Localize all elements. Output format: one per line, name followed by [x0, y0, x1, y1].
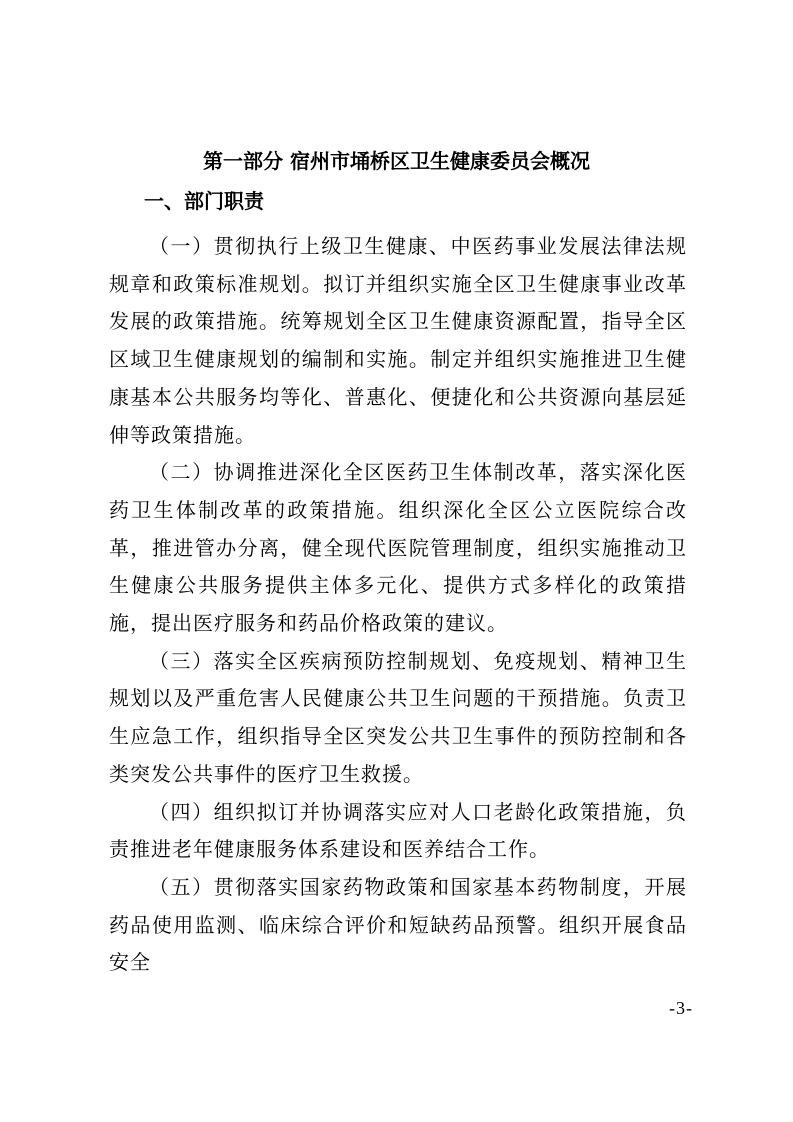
paragraph-2: （二）协调推进深化全区医药卫生体制改革，落实深化医药卫生体制改革的政策措施。组织深化全区公立医院综合改革，推进管办分离，健全现代医院管理制度，组织实施推动卫生健康公共服务提供主体多元化、提供方式多样化的政策措施，提出医疗服务和药品价格政策的建议。 — [109, 460, 687, 636]
paragraph-4: （四）组织拟订并协调落实应对人口老龄化政策措施，负责推进老年健康服务体系建设和医养结合工作。 — [109, 799, 687, 862]
paragraph-1: （一）贯彻执行上级卫生健康、中医药事业发展法律法规规章和政策标准规划。拟订并组织实施全区卫生健康事业改革发展的政策措施。统筹规划全区卫生健康资源配置，指导全区区域卫生健康规划的编制和实施。制定并组织实施推进卫生健康基本公共服务均等化、普惠化、便捷化和公共资源向基层延伸等政策措施。 — [109, 234, 687, 447]
part-title: 第一部分 宿州市埇桥区卫生健康委员会概况 — [203, 149, 590, 173]
body-text — [109, 228, 687, 982]
paragraph-3: （三）落实全区疾病预防控制规划、免疫规划、精神卫生规划以及严重危害人民健康公共卫生问题的干预措施。负责卫生应急工作，组织指导全区突发公共卫生事件的预防控制和各类突发公共事件的医疗卫生救援。 — [109, 648, 687, 786]
section-heading: 一、部门职责 — [144, 189, 264, 213]
paragraph-5: （五）贯彻落实国家药物政策和国家基本药物制度，开展药品使用监测、临床综合评价和短缺药品预警。组织开展食品安全 — [109, 874, 687, 975]
page-number: -3- — [669, 998, 693, 1018]
